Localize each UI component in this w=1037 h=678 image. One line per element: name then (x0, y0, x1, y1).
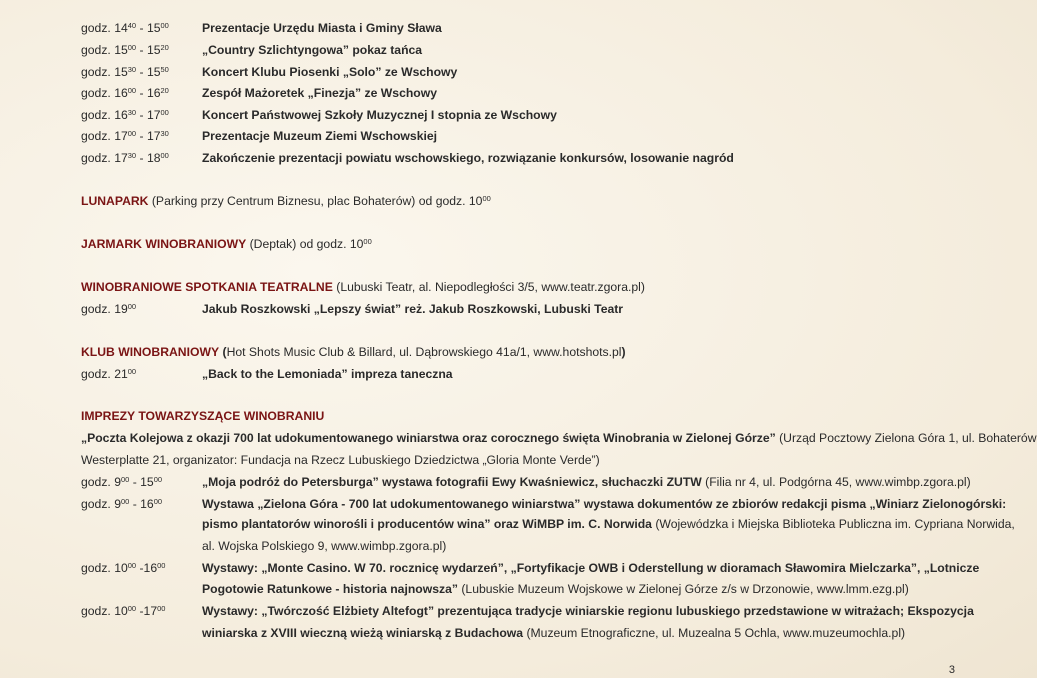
klub-line (81, 345, 626, 360)
schedule-time-dash: - (136, 86, 147, 100)
schedule-time (81, 108, 169, 123)
lunapark-sup: 00 (482, 194, 491, 203)
schedule-start-hour: 15 (114, 43, 128, 57)
event4-line2-bold: winiarska z XVIII wieczną wieżą winiarską z Budachowa (202, 626, 524, 640)
schedule-end-hour: 15 (146, 43, 161, 57)
event3-line1: Wystawy: „Monte Casino. W 70. rocznicę wydarzeń”, „Fortyfikacje OWB i Oderstellung w dioramach Sławomira Mielczarka”, „Lotnicze (202, 561, 980, 575)
klub-time-text: godz. 21 (81, 367, 128, 381)
event1-time-h2: - 15 (129, 475, 154, 489)
klub-close: ) (621, 345, 626, 359)
schedule-time-prefix: godz. (81, 108, 115, 122)
event2-sup1: 00 (120, 497, 130, 506)
schedule-end-min: 00 (160, 21, 169, 30)
schedule-time-dash: - (136, 21, 147, 35)
event2-time-h1: godz. 9 (81, 497, 121, 511)
event2-line2-bold: pismo plantatorów winorośli i producentów wina” oraz WiMBP im. C. Norwida (202, 517, 652, 531)
schedule-time-dash: - (136, 129, 147, 143)
schedule-time-prefix: godz. (81, 21, 115, 35)
event3-time (81, 561, 165, 576)
klub-time (81, 367, 136, 382)
schedule-start-hour: 16 (114, 86, 128, 100)
schedule-end-min: 20 (160, 43, 169, 52)
schedule-event: Zespół Mażoretek „Finezja” ze Wschowy (202, 86, 438, 100)
poczta-bold: „Poczta Kolejowa z okazji 700 lat udokumentowanego winiarstwa oraz corocznego święta Winobrania w Zielonej Górze” (81, 431, 776, 445)
event1-rest: (Filia nr 4, ul. Podgórna 45, www.wimbp.zgora.pl) (701, 475, 971, 489)
event4-sup1: 00 (127, 604, 137, 613)
event4-line2-rest: (Muzeum Etnograficzne, ul. Muzealna 5 Ochla, www.muzeumochla.pl) (523, 626, 906, 640)
schedule-start-min: 00 (127, 86, 137, 95)
spotkania-time-sup: 00 (127, 302, 137, 311)
event1-sup1: 00 (120, 475, 130, 484)
schedule-end-min: 00 (160, 151, 169, 160)
poczta-line1 (81, 431, 1037, 446)
event3-line2-bold: Pogotowie Ratunkowe - historia najnowsza” (202, 582, 458, 596)
jarmark-title: JARMARK WINOBRANIOWY (81, 237, 247, 251)
event3-time-h2: -16 (136, 561, 158, 575)
schedule-start-hour: 15 (114, 65, 128, 79)
schedule-event: Koncert Klubu Piosenki „Solo” ze Wschowy (202, 65, 458, 79)
schedule-start-min: 40 (127, 21, 137, 30)
spotkania-time-text: godz. 19 (81, 302, 128, 316)
event3-sup2: 00 (157, 561, 166, 570)
jarmark-text: (Deptak) od godz. 10 (249, 237, 364, 251)
schedule-time (81, 129, 169, 144)
schedule-end-hour: 15 (146, 21, 161, 35)
event2-line2-rest: (Wojewódzka i Miejska Biblioteka Publiczna im. Cypriana Norwida, (651, 517, 1015, 531)
schedule-end-min: 30 (160, 129, 169, 138)
event1-sup2: 00 (153, 475, 163, 484)
event1-desc (202, 475, 971, 490)
poczta-line2: Westerplatte 21, organizator: Fundacja na Rzecz Lubuskiego Dziedzictwa „Gloria Monte Verde”) (81, 453, 600, 467)
schedule-time-prefix: godz. (81, 86, 115, 100)
event1-bold: „Moja podróż do Petersburga” wystawa fotografii Ewy Kwaśniewicz, słuchaczki ZUTW (202, 475, 702, 489)
spotkania-text: (Lubuski Teatr, al. Niepodległości 3/5, www.teatr.zgora.pl) (336, 280, 645, 294)
klub-open: ( (222, 345, 227, 359)
schedule-time-dash: - (136, 43, 147, 57)
spotkania-title: WINOBRANIOWE SPOTKANIA TEATRALNE (81, 280, 333, 294)
event4-line1: Wystawy: „Twórczość Elżbiety Altefogt” prezentująca tradycje winiarskie regionu lubuskiego przedstawione w witrażach; Ekspozycja (202, 604, 974, 618)
schedule-time (81, 43, 169, 58)
schedule-end-hour: 17 (146, 108, 161, 122)
schedule-end-hour: 16 (146, 86, 161, 100)
schedule-start-hour: 17 (114, 151, 128, 165)
event2-line1: Wystawa „Zielona Góra - 700 lat udokumentowanego winiarstwa” wystawa dokumentów ze zbiorów redakcji pisma „Winiarz Zielonogórski: (202, 497, 1007, 511)
schedule-start-min: 30 (127, 151, 137, 160)
schedule-end-min: 20 (160, 86, 169, 95)
lunapark-text: (Parking przy Centrum Biznesu, plac Bohaterów) od godz. 10 (151, 194, 483, 208)
page-number: 3 (948, 664, 955, 676)
klub-title: KLUB WINOBRANIOWY (81, 345, 220, 359)
schedule-event: Koncert Państwowej Szkoły Muzycznej I stopnia ze Wschowy (202, 108, 557, 122)
schedule-end-hour: 18 (146, 151, 161, 165)
spotkania-event: Jakub Roszkowski „Lepszy świat” reż. Jakub Roszkowski, Lubuski Teatr (202, 302, 624, 316)
schedule-event: „Country Szlichtyngowa” pokaz tańca (202, 43, 423, 57)
event3-line2-rest: (Lubuskie Muzeum Wojskowe w Zielonej Górze z/s w Drzonowie, www.lmm.ezg.pl) (457, 582, 909, 596)
klub-text: Hot Shots Music Club & Billard, ul. Dąbrowskiego 41a/1, www.hotshots.pl (226, 345, 622, 359)
schedule-event: Zakończenie prezentacji powiatu wschowskiego, rozwiązanie konkursów, losowanie nagród (202, 151, 734, 165)
schedule-start-hour: 16 (114, 108, 128, 122)
schedule-start-hour: 17 (114, 129, 128, 143)
event4-sup2: 00 (157, 604, 166, 613)
schedule-time (81, 65, 169, 80)
klub-event: „Back to the Lemoniada” impreza taneczna (202, 367, 453, 381)
schedule-start-min: 30 (127, 65, 137, 74)
schedule-start-min: 00 (127, 129, 137, 138)
event2-time (81, 497, 162, 512)
jarmark-line (81, 237, 372, 252)
poczta-rest: (Urząd Pocztowy Zielona Góra 1, ul. Bohaterów (775, 431, 1037, 445)
schedule-end-hour: 15 (146, 65, 161, 79)
schedule-time-dash: - (136, 65, 147, 79)
schedule-time-prefix: godz. (81, 151, 115, 165)
event3-line2 (202, 582, 909, 597)
lunapark-line (81, 194, 491, 209)
event4-time (81, 604, 165, 619)
event1-time (81, 475, 162, 490)
schedule-start-min: 00 (127, 43, 137, 52)
schedule-event: Prezentacje Muzeum Ziemi Wschowskiej (202, 129, 438, 143)
lunapark-title: LUNAPARK (81, 194, 149, 208)
schedule-time-dash: - (136, 108, 147, 122)
schedule-end-min: 00 (160, 108, 169, 117)
schedule-time-prefix: godz. (81, 129, 115, 143)
event2-line3: al. Wojska Polskiego 9, www.wimbp.zgora.pl) (202, 539, 447, 553)
spotkania-time (81, 302, 136, 317)
klub-time-sup: 00 (127, 367, 137, 376)
schedule-end-hour: 17 (146, 129, 161, 143)
schedule-end-min: 50 (160, 65, 169, 74)
schedule-time-prefix: godz. (81, 65, 115, 79)
schedule-start-hour: 14 (114, 21, 128, 35)
spotkania-line (81, 280, 645, 295)
schedule-event: Prezentacje Urzędu Miasta i Gminy Sława (202, 21, 442, 35)
schedule-time-prefix: godz. (81, 43, 115, 57)
schedule-time (81, 86, 169, 101)
event4-line2 (202, 626, 905, 641)
event3-sup1: 00 (127, 561, 137, 570)
event1-time-h1: godz. 9 (81, 475, 121, 489)
schedule-time-dash: - (136, 151, 147, 165)
schedule-time (81, 21, 169, 36)
schedule-time (81, 151, 169, 166)
event2-sup2: 00 (153, 497, 163, 506)
event3-time-h1: godz. 10 (81, 561, 128, 575)
event4-time-h2: -17 (136, 604, 158, 618)
schedule-start-min: 30 (127, 108, 137, 117)
event2-line2 (202, 517, 1015, 532)
event2-time-h2: - 16 (129, 497, 154, 511)
jarmark-sup: 00 (363, 237, 372, 246)
imprezy-title: IMPREZY TOWARZYSZĄCE WINOBRANIU (81, 409, 325, 423)
event4-time-h1: godz. 10 (81, 604, 128, 618)
